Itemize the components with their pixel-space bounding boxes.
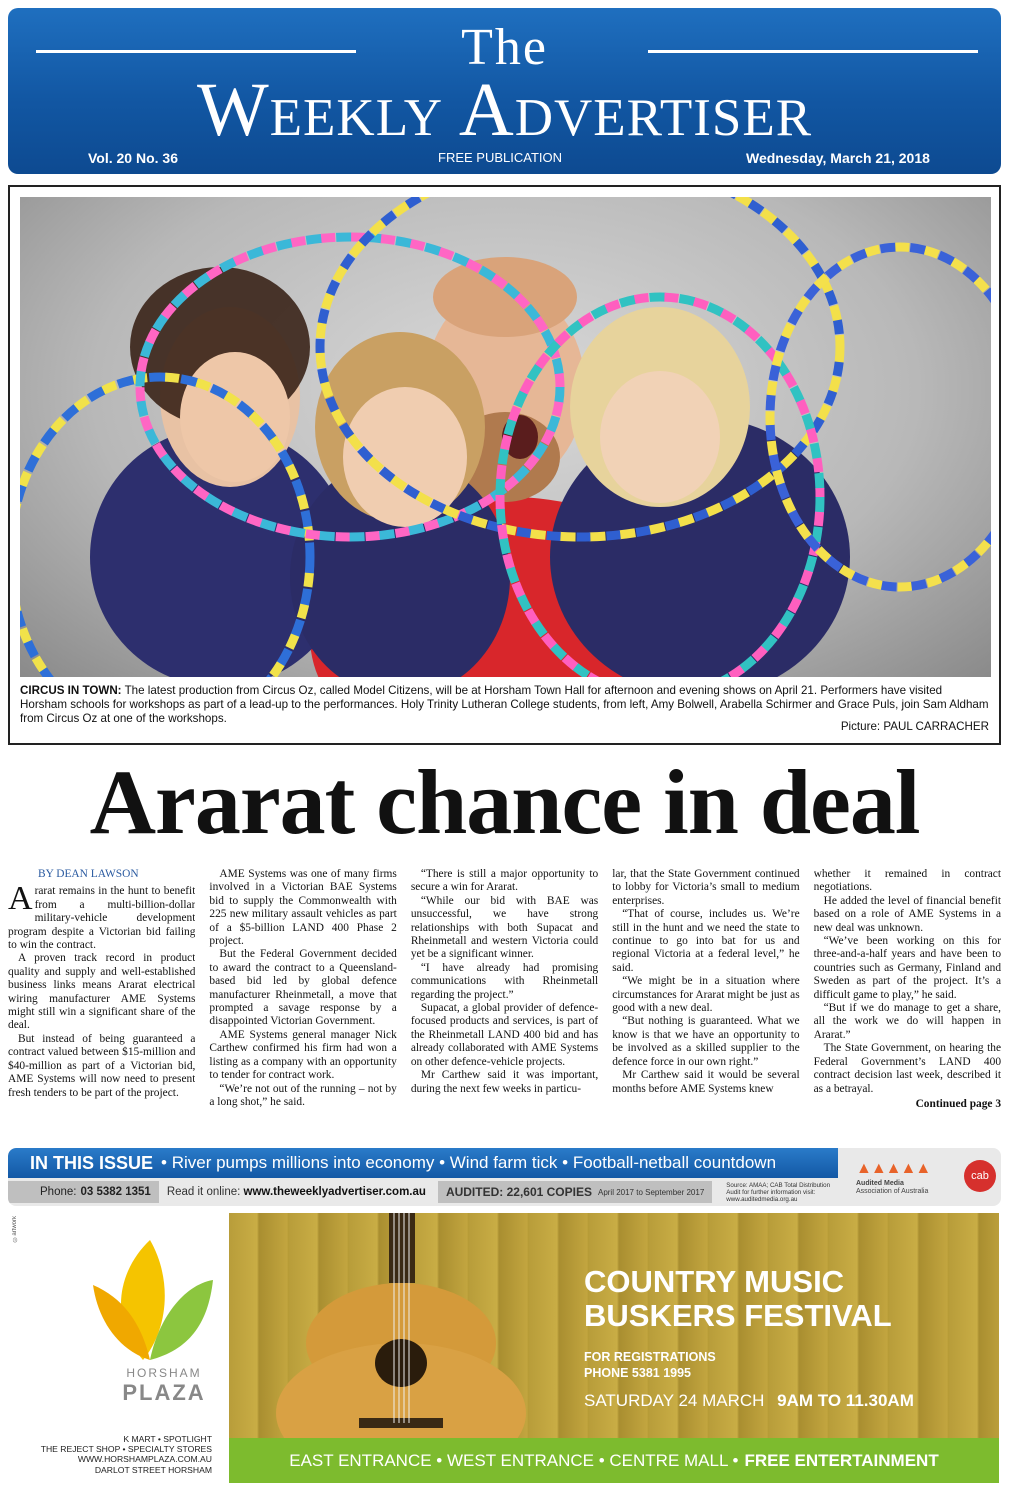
paragraph: “We’ve been working on this for three-and-a-half years and have been to countries such as Germany, Finland and Sweden as part of the project. It’s a difficult game to play,” he said. [813, 935, 1002, 1001]
paragraph: Supacat, a global provider of defence-focused products and services, is part of the Rheinmetall LAND 400 bid and has already collaborated with AME Systems on other defence-vehicle projects. [410, 1002, 599, 1068]
amaa-name: Audited Media [856, 1180, 904, 1187]
issue-items: • River pumps millions into economy • Wind farm tick • Football-netball countdown [161, 1153, 777, 1172]
issue-date: Wednesday, March 21, 2018 [746, 150, 930, 166]
phone-label: Phone: [40, 1186, 77, 1198]
photo-credit: Picture: PAUL CARRACHER [840, 720, 989, 733]
article-body [8, 868, 1001, 1143]
plaza-leaf-icon [88, 1230, 218, 1370]
paragraph: rarat remains in the hunt to benefit from a multi-billion-dollar military-vehicle development program despite a Victorian bid failing to win the contract. [8, 885, 196, 952]
ad-title-line-1: COUNTRY MUSIC [584, 1264, 845, 1299]
paragraph: “But nothing is guaranteed. What we know is that we have an opportunity to be involved as a skilled supplier to the defence force in our own right.” [612, 1015, 800, 1068]
audit-source: Source: AMAA; CAB Total Distribution Audit for further information visit: www.auditedmedia.org.au [726, 1181, 831, 1203]
paragraph: “But if we do manage to get a share, all the work we do will happen in Ararat.” [813, 1002, 1002, 1041]
paragraph: The State Government, on hearing the Federal Government’s LAND 400 contract decision last week, described it as a betrayal. [813, 1042, 1002, 1095]
horsham-plaza-ad[interactable] [8, 1212, 220, 1482]
masthead [8, 8, 1001, 174]
artwork-credit: ©artwork [12, 1216, 18, 1242]
paragraph: AME Systems general manager Nick Carthew confirmed his firm had won a listing as a company with an opportunity to tender for contract work. [209, 1028, 397, 1082]
ad-title-line-2: BUSKERS FESTIVAL [584, 1298, 892, 1333]
caption-text: The latest production from Circus Oz, called Model Citizens, will be at Horsham Town Hall for afternoon and evening shows on April 21. Performers have visited Horsham schools for workshops as part of a lead-up to the performances. Holy Trinity Lutheran College students, from left, Amy Bolwell, Arabella Schirmer and Grace Puls, join Sam Aldham from Circus Oz at one of the workshops. [20, 684, 989, 725]
paragraph: “There is still a major opportunity to secure a win for Ararat. [410, 868, 599, 894]
article-column-3 [411, 868, 598, 1143]
continued-link[interactable]: Continued page 3 [915, 1097, 1002, 1110]
volume-number: Vol. 20 No. 36 [88, 150, 178, 166]
plaza-name-top: HORSHAM [126, 1366, 202, 1380]
ad-registrations [584, 1349, 716, 1381]
ad-title [584, 1265, 892, 1333]
amaa-sub: Association of Australia [856, 1188, 929, 1195]
paragraph: lar, that the State Government continued to lobby for Victoria’s small to medium enterprises. [612, 868, 800, 907]
cab-logo: cab [964, 1160, 996, 1192]
website-link[interactable]: www.theweeklyadvertiser.com.au [243, 1186, 426, 1198]
amaa-text [856, 1180, 928, 1196]
masthead-the: The [461, 19, 548, 76]
audit-box [438, 1181, 712, 1203]
phone-box [8, 1181, 159, 1203]
ad-entrances [229, 1438, 999, 1483]
plaza-line: DARLOT STREET HORSHAM [94, 1464, 212, 1475]
article-column-1 [8, 868, 195, 1143]
ad-reg-phone[interactable]: PHONE 5381 1995 [584, 1366, 692, 1380]
byline: BY DEAN LAWSON [38, 868, 139, 880]
in-this-issue-bar [8, 1148, 1001, 1206]
paragraph: “We might be in a situation where circumstances for Ararat might be just as good with a new deal. [612, 975, 800, 1015]
free-publication: FREE PUBLICATION [438, 150, 563, 165]
issue-label: IN THIS ISSUE [30, 1152, 154, 1173]
ad-free-entertainment: FREE ENTERTAINMENT [744, 1450, 939, 1470]
caption-lead: CIRCUS IN TOWN: [20, 684, 122, 697]
paragraph: whether it remained in contract negotiations. [813, 868, 1002, 894]
ad-reg-line-1: FOR REGISTRATIONS [584, 1350, 716, 1364]
plaza-url[interactable]: WWW.HORSHAMPLAZA.COM.AU [77, 1454, 212, 1465]
ad-date-day: SATURDAY 24 MARCH [584, 1391, 765, 1410]
ad-date [584, 1391, 914, 1411]
contact-strip [8, 1178, 838, 1206]
cover-photo-frame [8, 185, 1001, 745]
audited-copies: AUDITED: 22,601 COPIES [445, 1185, 592, 1199]
paragraph: But the Federal Government decided to award the contract to a Queensland-based bid led by global defence manufacturer Rheinmetall, a move that prompted a savage response by a disappointed Victorian Government. [209, 948, 397, 1028]
paragraph: “While our bid with BAE was unsuccessful, we have strong relationships with both Supacat and Rheinmetall and western Victoria could yet be a significant winner. [410, 894, 599, 961]
paragraph: “That of course, includes us. We’re still in the hunt and we need the state to continue to go into bat for us and regional Victoria at a federal level,” he said. [612, 908, 800, 974]
paragraph: He added the level of financial benefit based on a role of AME Systems in a new deal was unknown. [813, 894, 1002, 934]
read-online [167, 1186, 426, 1198]
hula-hoop-illustration [20, 197, 991, 677]
paragraph: “We’re not out of the running – not by a long shot,” he said. [209, 1082, 397, 1108]
article-column-4 [612, 868, 799, 1143]
paragraph: Mr Carthew said it would be several months before AME Systems knew [612, 1069, 800, 1095]
paragraph: AME Systems was one of many firms involved in a Victorian BAE Systems bid to supply the Commonwealth with 225 new military assault vehicles as part of a $5-billion LAND 400 Phase 2 project. [209, 868, 397, 948]
ad-entrances-text: EAST ENTRANCE • WEST ENTRANCE • CENTRE MALL • [289, 1450, 739, 1470]
issue-highlights [8, 1148, 838, 1178]
plaza-line: K MART • SPOTLIGHT [123, 1434, 212, 1444]
article-column-2 [209, 868, 396, 1143]
phone-number[interactable]: 03 5382 1351 [80, 1186, 151, 1198]
plaza-name: PLAZA [122, 1380, 206, 1405]
amaa-logo-icon: ▲▲▲▲▲ [856, 1160, 931, 1177]
plaza-line: THE REJECT SHOP • SPECIALTY STORES [40, 1444, 212, 1455]
paragraph: A proven track record in product quality and supply and well-established business links means Ararat electrical wiring manufacturer AME Systems might still win a significant share of the deal. [8, 952, 196, 1032]
paragraph: But instead of being guaranteed a contract valued between $15-million and $40-million as part of a Victorian bid, AME Systems will now need to present fresh tenders to be part of the project. [8, 1032, 196, 1099]
audit-period: April 2017 to September 2017 [597, 1187, 705, 1197]
drop-cap: A [8, 880, 33, 918]
masthead-title: Weekly Advertiser [196, 68, 813, 152]
article-column-5 [814, 868, 1001, 1143]
guitar-icon [229, 1213, 569, 1438]
ad-date-time: 9AM TO 11.30AM [777, 1391, 914, 1410]
paragraph: “I have already had promising communications with Rheinmetall regarding the project.” [410, 961, 599, 1001]
online-label: Read it online: [166, 1186, 241, 1198]
cover-photo [20, 197, 991, 677]
audit-logos [846, 1152, 996, 1202]
paragraph: Mr Carthew said it was important, during the next few weeks in particu- [410, 1069, 599, 1095]
headline: Ararat chance in deal [89, 751, 920, 853]
plaza-info [41, 1434, 212, 1475]
buskers-festival-ad[interactable] [229, 1213, 999, 1483]
